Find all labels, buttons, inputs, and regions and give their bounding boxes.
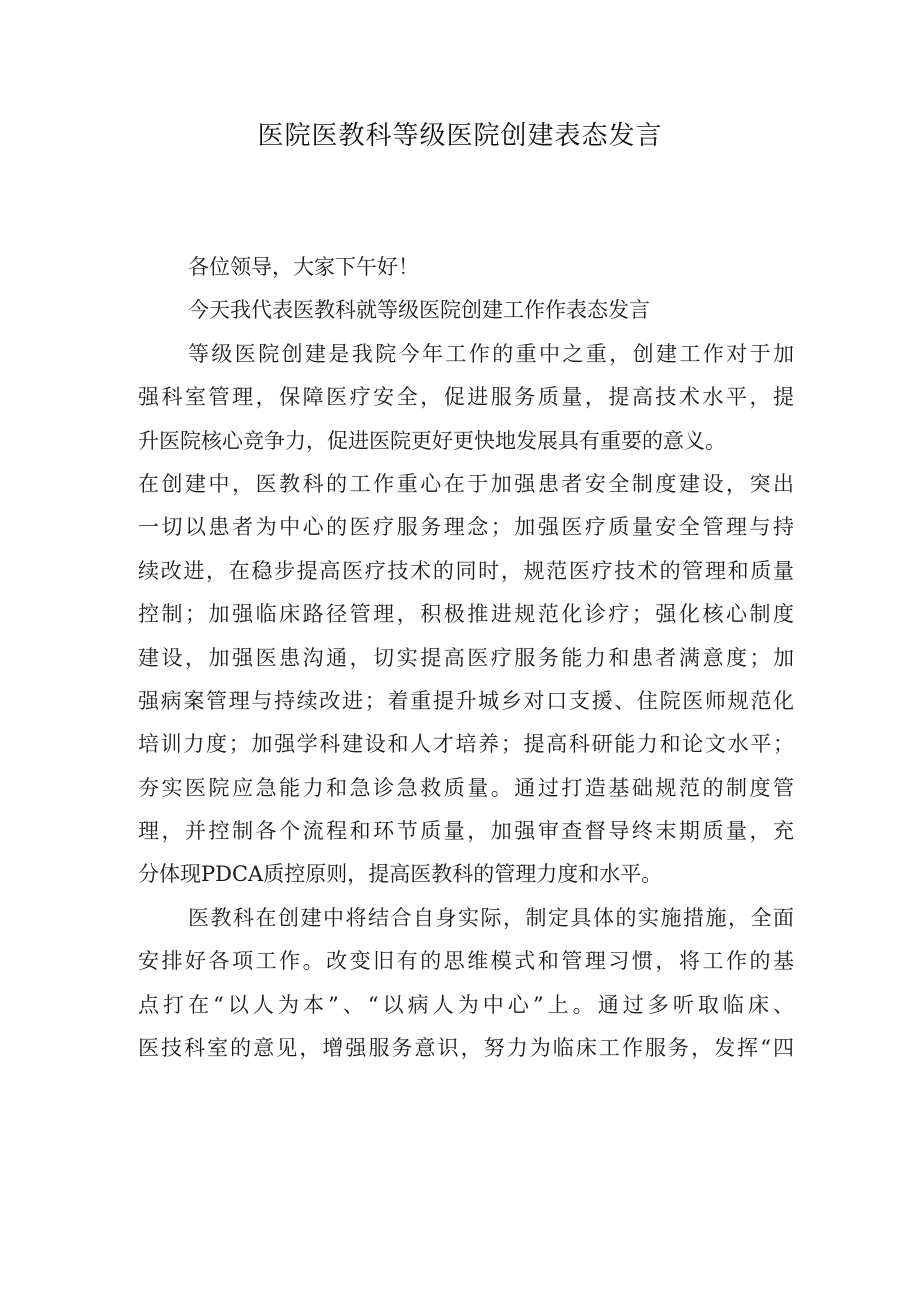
paragraph-line: 升医院核心竞争力，促进医院更好更快地发展具有重要的意义。 bbox=[138, 428, 726, 453]
paragraph-line: 强病案管理与持续改进；着重提升城乡对口支援、住院医师规范化 bbox=[138, 688, 794, 713]
paragraph-line: 理，并控制各个流程和环节质量，加强审查督导终末期质量，充 bbox=[138, 819, 794, 844]
greeting-line: 各位领导，大家下午好！ bbox=[188, 255, 419, 279]
paragraph-line: 强科室管理，保障医疗安全，促进服务质量，提高技术水平，提 bbox=[138, 385, 794, 410]
paragraph-line: 续改进，在稳步提高医疗技术的同时，规范医疗技术的管理和质量 bbox=[138, 558, 794, 583]
paragraph-line: 培训力度；加强学科建设和人才培养；提高科研能力和论文水平； bbox=[138, 732, 794, 757]
paragraph-line: 安排好各项工作。改变旧有的思维模式和管理习惯，将工作的基 bbox=[138, 949, 794, 974]
paragraph-line: 夯实医院应急能力和急诊急救质量。通过打造基础规范的制度管 bbox=[138, 775, 794, 800]
document-title: 医院医教科等级医院创建表态发言 bbox=[257, 121, 663, 151]
paragraph-line: 分体现PDCA质控原则，提高医教科的管理力度和水平。 bbox=[138, 862, 663, 887]
paragraph-line: 医教科在创建中将结合自身实际，制定具体的实施措施，全面 bbox=[188, 905, 794, 930]
paragraph-line: 等级医院创建是我院今年工作的重中之重，创建工作对于加 bbox=[188, 341, 794, 366]
paragraph-line: 点打在“以人为本”、“以病人为中心”上。通过多听取临床、 bbox=[138, 992, 794, 1017]
paragraph-line: 在创建中，医教科的工作重心在于加强患者安全制度建设，突出 bbox=[138, 471, 794, 496]
paragraph-line: 控制；加强临床路径管理，积极推进规范化诊疗；强化核心制度 bbox=[138, 602, 794, 627]
paragraph-line: 一切以患者为中心的医疗服务理念；加强医疗质量安全管理与持 bbox=[138, 515, 794, 540]
paragraph-line: 建设，加强医患沟通，切实提高医疗服务能力和患者满意度；加 bbox=[138, 645, 794, 670]
intro-line: 今天我代表医教科就等级医院创建工作作表态发言 bbox=[188, 298, 650, 323]
document-body bbox=[138, 246, 794, 1070]
paragraph-line: 医技科室的意见，增强服务意识，努力为临床工作服务，发挥“四 bbox=[138, 1036, 794, 1061]
